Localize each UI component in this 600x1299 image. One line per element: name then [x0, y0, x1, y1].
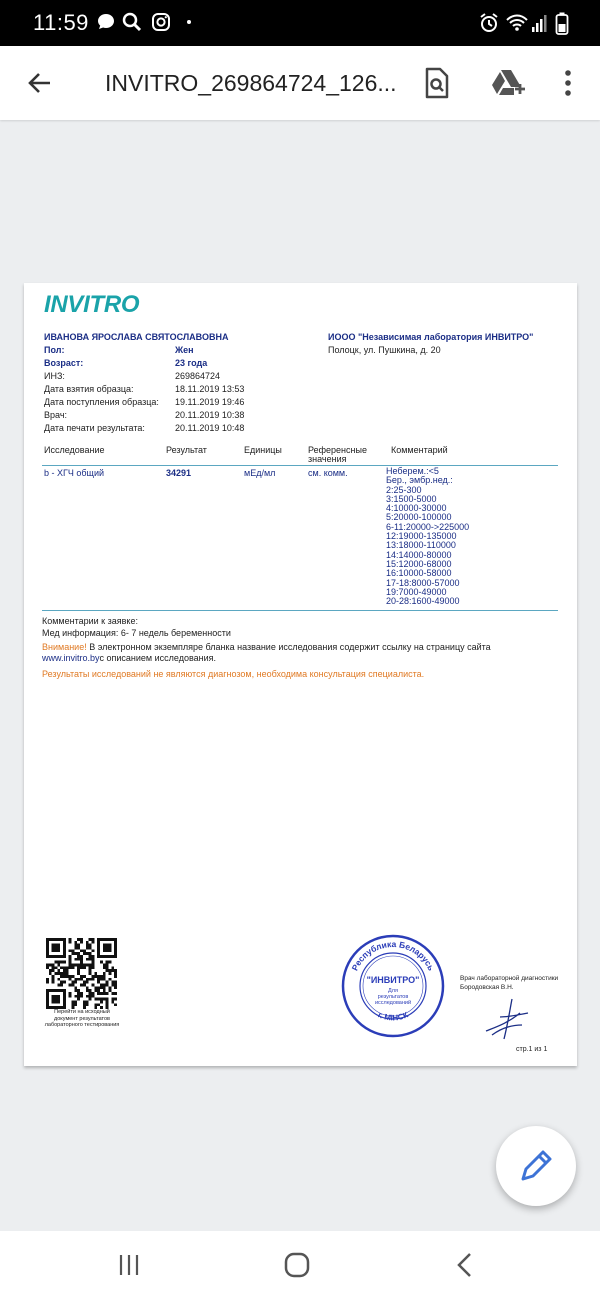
stamp-name: "ИНВИТРО"	[366, 975, 420, 985]
attention-text: В электронном экземпляре бланка название исследования содержит ссылку на страницу сайта	[86, 642, 491, 652]
qr-caption-line: Перейти на исходный	[54, 1009, 110, 1015]
svg-text:г. МІНСК	[377, 1010, 410, 1022]
qr-caption-line: документ результатов	[54, 1015, 110, 1022]
field-value: Жен	[175, 345, 194, 355]
attention-word: Внимание!	[42, 642, 87, 652]
wifi-icon	[505, 12, 529, 34]
edit-fab-button[interactable]	[496, 1126, 576, 1206]
doctor-title: Врач лабораторной диагностики	[460, 975, 559, 982]
stamp-arc-bottom: г. МІНСК	[376, 1010, 410, 1023]
field-label: Пол:	[44, 345, 65, 355]
test-name-link[interactable]: b - ХГЧ общий	[44, 468, 104, 478]
chat-bubble-icon	[96, 12, 116, 32]
battery-icon	[555, 12, 569, 36]
lab-name: ИООО "Независимая лаборатория ИНВИТРО"	[328, 332, 534, 342]
document-title: INVITRO_269864724_126...	[105, 70, 397, 96]
header-units: Единицы	[244, 445, 282, 455]
comments-title: Комментарии к заявке:	[42, 616, 138, 626]
field-value: 18.11.2019 13:53	[175, 384, 245, 394]
header-ref: значения	[308, 454, 347, 464]
recent-apps-icon[interactable]	[109, 1249, 149, 1281]
reference-comment: Неберем.:<5 Бер., эмбр.нед.: 2:25-300 3:1500-5000 4:10000-30000 5:20000-100000 6-11:20000->225000 12:19000-135000 13:18000-110000 14:14000-80000 15:12000-68000 16:10000-58000 17-18:8000-57000 19:7000-49000 20-28:1600-49000	[386, 466, 470, 607]
qr-caption-line: лабораторного тестирования	[44, 1022, 120, 1028]
disclaimer: Результаты исследований не являются диагнозом, необходима консультация специалиста.	[42, 669, 425, 679]
field-value: 19.11.2019 19:46	[175, 397, 245, 407]
search-document-icon[interactable]	[416, 63, 456, 103]
stamp-sub: Для	[388, 988, 398, 994]
lab-address: Полоцк, ул. Пушкина, д. 20	[328, 345, 441, 355]
status-bar	[0, 0, 600, 46]
units-value: мЕд/мл	[244, 468, 276, 478]
svg-text:Республика Беларусь	[350, 939, 437, 972]
signal-icon	[531, 12, 549, 34]
edit-pencil-icon	[496, 1126, 576, 1206]
back-arrow-icon[interactable]	[20, 63, 60, 103]
table-divider	[42, 465, 558, 466]
field-value: 269864724	[175, 371, 221, 381]
site-rest: с описанием исследования.	[99, 653, 217, 663]
field-label: Дата печати результата:	[44, 423, 145, 433]
field-label: Дата поступления образца:	[44, 397, 159, 407]
more-options-icon[interactable]	[548, 63, 588, 103]
add-to-drive-icon[interactable]	[487, 63, 527, 103]
header-test: Исследование	[44, 445, 105, 455]
field-label: Дата взятия образца:	[44, 384, 134, 394]
field-value: 20.11.2019 10:48	[175, 423, 245, 433]
field-label: Врач:	[44, 410, 68, 420]
status-time: 11:59	[33, 10, 89, 35]
home-icon[interactable]	[277, 1249, 317, 1281]
document-page	[24, 283, 577, 1066]
field-value: 23 года	[175, 358, 208, 368]
search-icon	[122, 12, 142, 32]
field-value: 20.11.2019 10:38	[175, 410, 245, 420]
system-nav-bar	[0, 1231, 600, 1299]
app-bar	[0, 46, 600, 120]
instagram-icon	[151, 12, 171, 32]
header-comment: Комментарий	[391, 445, 448, 455]
qr-caption	[42, 1009, 122, 1029]
doctor-signature	[482, 995, 534, 1047]
stamp-sub: результатов	[377, 994, 409, 1000]
header-result: Результат	[166, 445, 207, 455]
invitro-logo: INVITRO	[44, 291, 140, 318]
notification-dot-icon	[186, 12, 194, 32]
attention-note	[42, 642, 491, 653]
ref-value: см. комм.	[308, 468, 348, 478]
result-value: 34291	[166, 468, 192, 478]
site-link[interactable]: www.invitro.by	[42, 653, 100, 663]
table-divider	[42, 610, 558, 611]
lab-stamp	[340, 933, 446, 1039]
stamp-arc-top: Республика Беларусь	[349, 938, 437, 973]
alarm-icon	[478, 12, 500, 34]
page-number: стр.1 из 1	[516, 1046, 548, 1053]
header-ref: Референсные	[308, 445, 367, 455]
med-info: Мед информация: 6- 7 недель беременности	[42, 628, 231, 638]
patient-name: ИВАНОВА ЯРОСЛАВА СВЯТОСЛАВОВНА	[44, 332, 229, 342]
back-icon[interactable]	[445, 1249, 485, 1281]
doctor-name: Бородовская В.Н.	[460, 984, 514, 991]
site-note	[42, 653, 216, 664]
qr-code[interactable]	[46, 938, 117, 1009]
field-label: ИНЗ:	[44, 371, 65, 381]
stamp-sub: исследований	[374, 1000, 412, 1006]
field-label: Возраст:	[44, 358, 84, 368]
